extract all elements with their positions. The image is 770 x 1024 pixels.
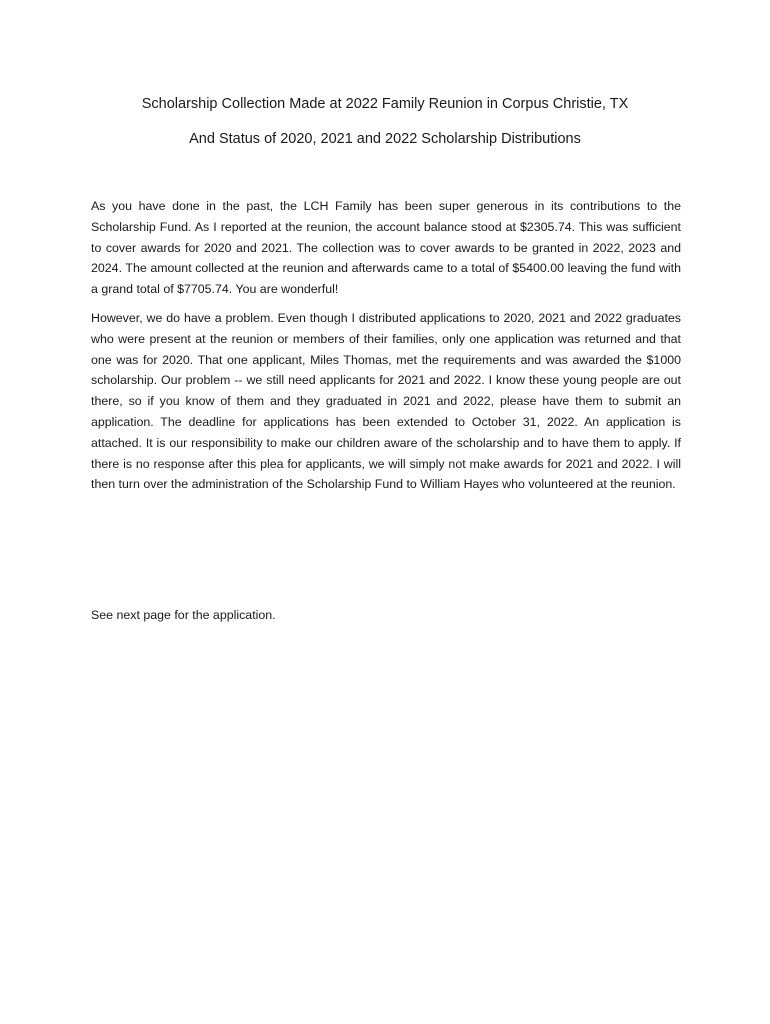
paragraph-next-page: See next page for the application. — [91, 608, 276, 622]
document-title: Scholarship Collection Made at 2022 Family Reunion in Corpus Christie, TX — [141, 96, 629, 112]
paragraph-contributions: As you have done in the past, the LCH Family has been super generous in its contributions to the Scholarship Fund. As I reported at the reunion, the account balance stood at $2305.74. This was sufficient to cover awards for 2020 and 2021. The collection was to cover awards to be granted in 2022, 2023 and 2024. The amount collected at the reunion and afterwards came to a total of $5400.00 leaving the fund with a grand total of $7705.74. You are wonderful! — [91, 199, 681, 297]
paragraph-problem: However, we do have a problem. Even though I distributed applications to 2020, 2021 and 2022 graduates who were present at the reunion or members of their families, only one application was returned and that one was for 2020. That one applicant, Miles Thomas, met the requirements and was awarded the $1000 scholarship. Our problem -- we still need applicants for 2021 and 2022. I know these young people are out there, so if you know of them and they graduated in 2021 and 2022, please have them to submit an application. The deadline for applications has been extended to October 31, 2022. An application is attached. It is our responsibility to make our children aware of the scholarship and to have them to apply. If there is no response after this plea for applicants, we will simply not make awards for 2021 and 2022. I will then turn over the administration of the Scholarship Fund to William Hayes who volunteered at the reunion. — [91, 311, 681, 492]
document-subtitle: And Status of 2020, 2021 and 2022 Scholarship Distributions — [189, 131, 581, 147]
